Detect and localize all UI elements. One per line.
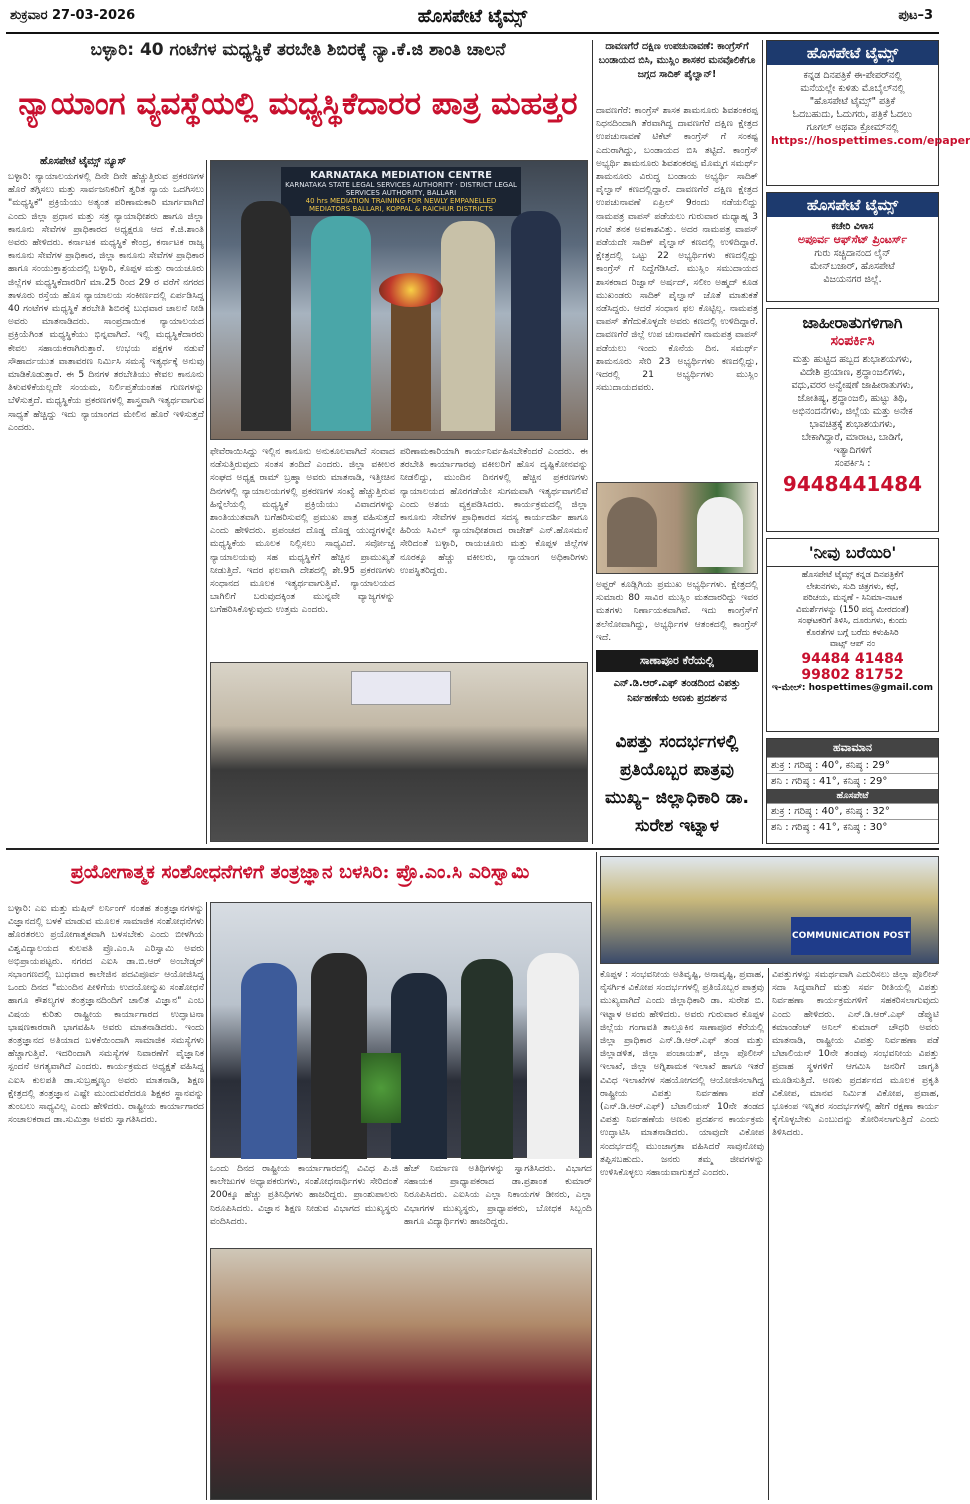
ad-write-line: ಲೇಖನಗಳು, ಸುದಿ ಚಿತ್ರಗಳು, ಕಥೆ, <box>806 581 899 592</box>
ad-write-to-us <box>766 538 939 732</box>
story3-col2: ವಿಪತ್ತುಗಳನ್ನು ಸಮರ್ಥವಾಗಿ ಎದುರಿಸಲು ಜಿಲ್ಲಾ ಪೊಲೀಸ್ ಸದಾ ಸಿದ್ಧವಾಗಿದೆ ಮತ್ತು ಸರ್ವ ರೀತಿಯಲ್ಲಿ ವಿಪತ್ತು ನಿರ್ವಹಣಾ ಕಾರ್ಯಕ್ರಮಗಳಿಗೆ ಸಹಕರಿಸಲಾಗುವುದು ಎಂದು ಹೇಳಿದರು. ಎನ್.ಡಿ.ಆರ್.ಎಫ್ ಡೆಪ್ಯುಟಿ ಕಮಾಂಡೆಂಟ್ ಅನಿಲ್ ಕುಮಾರ್ ಚೌಧರಿ ಅವರು ಮಾತನಾಡಿ, ರಾಷ್ಟ್ರೀಯ ವಿಪತ್ತು ನಿರ್ವಹಣಾ ಪಡೆ ಬೆಟಾಲಿಯನ್ 10ನೇ ತಂಡವು ಸಂಭವನೀಯ ವಿಪತ್ತು ಪ್ರವಾಹ ಸ್ಥಳಗಳಿಗೆ ಆಗಮಿಸಿ ಜನರಿಗೆ ಜಾಗೃತಿ ಮೂಡಿಸುತ್ತಿದೆ. ಅಣಕು ಪ್ರದರ್ಶನದ ಮೂಲಕ ಪ್ರಕೃತಿ ವಿಕೋಪ, ಮಾನವ ನಿರ್ಮಿತ ವಿಕೋಪ, ಪ್ರವಾಹ, ಭೂಕಂಪ ಇನ್ನಿತರ ಸಂದರ್ಭಗಳಲ್ಲಿ ಹೇಗೆ ರಕ್ಷಣಾ ಕಾರ್ಯ ಕೈಗೊಳ್ಳಬೇಕು ಎಂಬುದನ್ನು ತೋರಿಸಲಾಗುತ್ತಿದೆ ಎಂದು ತಿಳಿಸಿದರು. <box>772 969 939 1139</box>
candidate-portrait <box>607 497 657 567</box>
story3-kicker: ಸಾಣಾಪೂರ ಕೆರೆಯಲ್ಲಿ <box>596 650 758 672</box>
section-divider <box>6 848 939 850</box>
person-silhouette <box>311 216 371 431</box>
story2-body: ದಾವಣಗೆರೆ: ಕಾಂಗ್ರೆಸ್ ಶಾಸಕ ಶಾಮನೂರು ಶಿವಶಂಕರಪ್ಪ ನಿಧನದಿಂದಾಗಿ ತೆರವಾಗಿದ್ದ ದಾವಣಗೆರೆ ದಕ್ಷಿಣ ಕ್ಷೇತ್ರದ ಉಪಚುನಾವಣೆ ಟಿಕೆಟ್ ಕಾಂಗ್ರೆಸ್ ಗೆ ಸಂಕಷ್ಟ ಎದುರಾಗಿದ್ದು, ಬಂಡಾಯದ ಬಿಸಿ ತಟ್ಟಿದೆ. ಕಾಂಗ್ರೆಸ್ ಅಭ್ಯರ್ಥಿ ಶಾಮನೂರು ಶಿವಶಂಕರಪ್ಪ ಮೊಮ್ಮಗ ಸಮರ್ಥ್ ಶಾಮನೂರು ವಿರುದ್ಧ ಬಂಡಾಯ ಅಭ್ಯರ್ಥಿ ಸಾದಿಕ್ ಪೈಲ್ವಾನ್ ಕಣದಲ್ಲಿದ್ದಾರೆ. ದಾವಣಗೆರೆ ದಕ್ಷಿಣ ಕ್ಷೇತ್ರದ ಉಪಚುನಾವಣೆ ಏಪ್ರಿಲ್ 9ರಂದು ನಡೆಯಲಿದ್ದು ನಾಮಪತ್ರ ವಾಪಸ್ ಪಡೆಯಲು ಗುರುವಾರ ಮಧ್ಯಾಹ್ನ 3 ಗಂಟೆ ತನಕ ಅವಕಾಶವಿತ್ತು. ಅದರ ನಾಮಪತ್ರ ವಾಪಸ್ ಪಡೆಯದೇ ಸಾದಿಕ್ ಪೈಲ್ವಾನ್ ಕಣದಲ್ಲಿ ಉಳಿದಿದ್ದಾರೆ. ಕ್ಷೇತ್ರದಲ್ಲಿ ಒಟ್ಟು 22 ಅಭ್ಯರ್ಥಿಗಳು ಕಣದಲ್ಲಿದ್ದು ಕಾಂಗ್ರೆಸ್ ಗೆ ನಿದ್ದೆಗೆಡಿಸಿದೆ. ಮುಸ್ಲಿಂ ಸಮುದಾಯದ ಶಾಸಕರಾದ ರಿಜ್ವಾನ್ ಅರ್ಷದ್, ಸಲೀಂ ಅಹ್ಮದ್ ಕೂಡ ಮುಖಂಡರು ಸಾದಿಕ್ ಪೈಲ್ವಾನ್ ಜೊತೆ ಮಾತುಕತೆ ನಡೆಸಿದ್ದರು. ಆದರೆ ಸಂಧಾನ ಫಲ ಕೊಟ್ಟಿಲ್ಲ. ನಾಮಪತ್ರ ವಾಪಸ್ ತೆಗೆದುಕೊಳ್ಳದೇ ಅವರು ಕಣದಲ್ಲಿ ಉಳಿದಿದ್ದಾರೆ. ದಾವಣಗೆರೆ ಜಿಲ್ಲೆ ಉಪ ಚುನಾವಣೆಗೆ ನಾಮಪತ್ರ ವಾಪಸ್ ಪಡೆಯಲು ಇಂದು ಕೊನೆಯ ದಿನ. ಸಮರ್ಥ್ ಶಾಮನೂರು ಸೇರಿ 23 ಅಭ್ಯರ್ಥಿಗಳು ಕಣದಲ್ಲಿದ್ದು, ಇದರಲ್ಲಿ 21 ಅಭ್ಯರ್ಥಿಗಳು ಮುಸ್ಲಿಂ ಸಮುದಾಯದವರು. <box>596 105 758 394</box>
ad-office-press: ಅಪೂರ್ವ ಆಫ್‌ಸೆಟ್ ಪ್ರಿಂಟರ್ಸ್ <box>797 233 908 246</box>
column-rule <box>206 160 207 844</box>
ad-write-email-label: ಇ-ಮೇಲ್: <box>772 682 806 693</box>
weather-city: ಹೊಸಪೇಟೆ <box>767 789 938 803</box>
flower-garland <box>379 273 443 307</box>
story3-col1: ಕೊಪ್ಪಳ : ಸಂಭವನೀಯ ಅತಿವೃಷ್ಟಿ, ಅನಾವೃಷ್ಟಿ, ಪ್ರವಾಹ, ನೈಸರ್ಗಿಕ ವಿಕೋಪ ಸಂದರ್ಭಗಳಲ್ಲಿ ಪ್ರತಿಯೊಬ್ಬರ ಪಾತ್ರವು ಮುಖ್ಯವಾಗಿದೆ ಎಂದು ಜಿಲ್ಲಾಧಿಕಾರಿ ಡಾ. ಸುರೇಶ ಬಿ. ಇಟ್ನಾಳ ಅವರು ಹೇಳಿದರು. ಅವರು ಗುರುವಾರ ಕೊಪ್ಪಳ ಜಿಲ್ಲೆಯ ಗಂಗಾವತಿ ತಾಲ್ಲೂಕಿನ ಸಾಣಾಪೂರ ಕೆರೆಯಲ್ಲಿ ಜಿಲ್ಲಾ ಪ್ರಾಧಿಕಾರ ಎನ್.ಡಿ.ಆರ್.ಎಫ್ ತಂಡ ಮತ್ತು ಜಿಲ್ಲಾಡಳಿತ, ಜಿಲ್ಲಾ ಪಂಚಾಯತ್, ಜಿಲ್ಲಾ ಪೊಲೀಸ್ ಇಲಾಖೆ, ಜಿಲ್ಲಾ ಅಗ್ನಿಶಾಮಕ ಇಲಾಖೆ ಹಾಗೂ ಇತರೆ ವಿವಿಧ ಇಲಾಖೆಗಳ ಸಹಯೋಗದಲ್ಲಿ ಆಯೋಜಿಸಲಾಗಿದ್ದ ರಾಷ್ಟ್ರೀಯ ವಿಪತ್ತು ನಿರ್ವಹಣಾ ಪಡೆ (ಎನ್.ಡಿ.ಆರ್.ಎಫ್) ಬೆಟಾಲಿಯನ್ 10ನೇ ತಂಡದ ವಿಪತ್ತು ನಿರ್ವಹಣೆಯ ಅಣಕು ಪ್ರದರ್ಶನ ಕಾರ್ಯಕ್ರಮ ಉದ್ಘಾಟಿಸಿ ಮಾತನಾಡಿದರು. ಯಾವುದೇ ವಿಕೋಪ ಸಂದರ್ಭದಲ್ಲಿ ಮುಂಜಾಗ್ರತಾ ವಹಿಸಿದರೆ ಸಾವುನೋವು ತಪ್ಪಿಸಬಹುದು. ಜನರು ತಮ್ಮ ಜೀವಗಳನ್ನು ಉಳಿಸಿಕೊಳ್ಳಲು ಸಹಾಯವಾಗುತ್ತದೆ ಎಂದರು. <box>600 969 764 1179</box>
story2-kicker: ದಾವಣಗೆರೆ ದಕ್ಷಿಣ ಉಪಚುನಾವಣೆ: ಕಾಂಗ್ರೆಸ್‌ಗೆ ಬಂಡಾಯದ ಬಿಸಿ, ಮುಸ್ಲಿಂ ಶಾಸಕರ ಮನವೊಲಿಕೆಗೂ ಜಗ್ಗದ ಸಾದಿಕ್ ಪೈಲ್ವಾನ್! <box>598 41 756 80</box>
story4-headline: ಪ್ರಯೋಗಾತ್ಮಕ ಸಂಶೋಧನೆಗಳಿಗೆ ತಂತ್ರಜ್ಞಾನ ಬಳಸಿರಿ: ಪ್ರೊ.ಎಂ.ಸಿ ಎರಿಸ್ವಾಮಿ <box>70 861 530 883</box>
ad-epaper-line: ಓದಬಹುದು, ಓದುಗರು, ಪತ್ರಿಕೆ ಓದಲು <box>792 109 913 120</box>
story1-col3: ಪರಿಣಾಮಕಾರಿಯಾಗಿ ಕಾರ್ಯನಿರ್ವಹಿಸಬೇಕೆಂದರೆ ಎಂದರು. ಈ ತರಬೇತಿ ಕಾರ್ಯಾಗಾರವು ವಕೀಲರಿಗೆ ಹೊಸ ದೃಷ್ಟಿಕೋನವನ್ನು ನೀಡಲಿದ್ದು, ಮುಂದಿನ ದಿನಗಳಲ್ಲಿ ಹೆಚ್ಚಿನ ಪ್ರಕರಣಗಳು ನ್ಯಾಯಾಲಯದ ಹೊರಗಡೆಯೇ ಸುಗಮವಾಗಿ ಇತ್ಯರ್ಥವಾಗಲಿವೆ ಎಂದು ಅಶಯ ವ್ಯಕ್ತಪಡಿಸಿದರು. ಕಾರ್ಯಕ್ರಮದಲ್ಲಿ ಜಿಲ್ಲಾ ಕಾನೂನು ಸೇವೆಗಳ ಪ್ರಾಧಿಕಾರದ ಸದಸ್ಯ ಕಾರ್ಯದರ್ಶಿ ಹಾಗೂ ಹಿರಿಯ ಸಿವಿಲ್ ನ್ಯಾಯಾಧೀಶರಾದ ರಾಜೇಶ್ ಎನ್.ಹೊಸಮನೆ ಸೇರಿದಂತೆ ಬಳ್ಳಾರಿ, ರಾಯಚೂರು ಮತ್ತು ಕೊಪ್ಪಳ ಜಿಲ್ಲೆಗಳ ನೂರಕ್ಕೂ ಹೆಚ್ಚು ವಕೀಲರು, ನ್ಯಾಯಾಂಗ ಅಧಿಕಾರಿಗಳು ಉಪಸ್ಥಿತರಿದ್ದರು. <box>400 446 588 576</box>
photo-banner-sub: KARNATAKA STATE LEGAL SERVICES AUTHORITY · DISTRICT LEGAL SERVICES AUTHORITY, BALLARI <box>285 181 517 197</box>
ad-office-title: ಹೊಸಪೇಟೆ ಟೈಮ್ಸ್ <box>767 193 938 217</box>
column-rule <box>206 902 207 1500</box>
ad-office-addr: ಮೇನ್‌ಬಜಾರ್, ಹೊಸಪೇಟೆ <box>810 261 895 272</box>
story3-photo <box>600 856 939 964</box>
ad-write-line: ಕೊರತೆಗಳ ಬಗ್ಗೆ ಬರೆದು ಕಳುಹಿಸಿರಿ <box>806 627 899 638</box>
story4-photo-audience <box>210 1248 592 1500</box>
photo-banner-title: KARNATAKA MEDIATION CENTRE <box>310 170 492 181</box>
story2-photo <box>596 482 758 574</box>
ad-epaper-line: ಗೂಗಲ್ ಅಥವಾ ಕ್ರೋಮ್‌ನಲ್ಲಿ <box>806 122 899 133</box>
ad-office-line: ಕಚೇರಿ ವಿಳಾಸ <box>831 221 874 232</box>
person-silhouette <box>311 953 367 1159</box>
story1-col1: ಬಳ್ಳಾರಿ: ನ್ಯಾಯಾಲಯಗಳಲ್ಲಿ ದಿನೇ ದಿನೇ ಹೆಚ್ಚುತ್ತಿರುವ ಪ್ರಕರಣಗಳ ಹೊರೆ ತಗ್ಗಿಸಲು ಮತ್ತು ಸಾರ್ವಜನಿಕರಿಗೆ ತ್ವರಿತ ನ್ಯಾಯ ಒದಗಿಸಲು "ಮಧ್ಯಸ್ಥಿಕೆ" ಪ್ರಕ್ರಿಯೆಯು ಅತ್ಯಂತ ಪರಿಣಾಮಕಾರಿ ಮಾರ್ಗವಾಗಿದೆ ಎಂದು ಜಿಲ್ಲಾ ಪ್ರಧಾನ ಮತ್ತು ಸತ್ರ ನ್ಯಾಯಾಧೀಶರು ಹಾಗೂ ಜಿಲ್ಲಾ ಕಾನೂನು ಸೇವೆಗಳ ಪ್ರಾಧಿಕಾರದ ಅಧ್ಯಕ್ಷರೂ ಆದ ಕೆ.ಜಿ.ಶಾಂತಿ ಅವರು ಹೇಳಿದರು. ಕರ್ನಾಟಕ ಮಧ್ಯಸ್ಥಿಕೆ ಕೇಂದ್ರ, ಕರ್ನಾಟಕ ರಾಜ್ಯ ಕಾನೂನು ಸೇವೆಗಳ ಪ್ರಾಧಿಕಾರ, ಜಿಲ್ಲಾ ಕಾನೂನು ಸೇವೆಗಳ ಪ್ರಾಧಿಕಾರ ಹಾಗೂ ಸಂಯುಕ್ತಾಶ್ರಯದಲ್ಲಿ ಬಳ್ಳಾರಿ, ಕೊಪ್ಪಳ ಮತ್ತು ರಾಯಚೂರು ಜಿಲ್ಲೆಗಳ ಮಧ್ಯಸ್ಥಿಕೆದಾರರಿಗೆ ಮಾ.25 ರಿಂದ 29 ರ ವರೆಗೆ ನಗರದ ತಾಳೂರು ರಸ್ತೆಯ ಹೊಸ ನ್ಯಾಯಾಲಯ ಸಂಕೀರ್ಣದಲ್ಲಿ ಏರ್ಪಡಿಸಿದ್ದ 40 ಗಂಟೆಗಳ ಮಧ್ಯಸ್ಥಿಕೆ ತರಬೇತಿ ಶಿಬಿರಕ್ಕೆ ಬುಧವಾರ ಚಾಲನೆ ನೀಡಿ ಅವರು ಮಾತನಾಡಿದರು. ಸಾಂಪ್ರದಾಯಿಕ ನ್ಯಾಯಾಲಯದ ಪ್ರಕ್ರಿಯೆಗಿಂತ ಮಧ್ಯಸ್ಥಿಕೆಯು ಭಿನ್ನವಾಗಿದೆ. ಇಲ್ಲಿ ಮಧ್ಯಸ್ಥಿಕೆದಾರರು ಕೇವಲ ಸಹಾಯಕರಾಗಿರುತ್ತಾರೆ. ಉಭಯ ಪಕ್ಷಗಳ ನಡುವೆ ಸೌಹಾರ್ದಯುತ ವಾತಾವರಣ ನಿರ್ಮಿಸಿ ಸಮಸ್ಯೆ ಇತ್ಯರ್ಥಕ್ಕೆ ಅನುವು ಮಾಡಿಕೊಡುತ್ತಾರೆ. ಈ 5 ದಿನಗಳ ತರಬೇತಿಯು ಕೇವಲ ಕಾನೂನು ತಿಳುವಳಿಕೆಯಲ್ಲದೇ ಸಂಯಮ, ನಿರ್ಲಿಪ್ತತೆಯಂತಹ ಗುಣಗಳನ್ನು ಬೆಳೆಸುತ್ತದೆ. ಮಧ್ಯಸ್ಥಿಕೆಯ ಪ್ರಕರಣಗಳಲ್ಲಿ ಶಾಸ್ತ್ರವಾಗಿ ಇತ್ಯರ್ಥವಾಗುವ ಸಾಧ್ಯತೆ ಹೆಚ್ಚಿದ್ದು ಇದು ನ್ಯಾಯಾಂಗದ ಮೇಲಿನ ಹೊರೆ ಇಳಿಸುತ್ತದೆ ಎಂದರು. <box>8 171 204 433</box>
ad-advertising-title: ಜಾಹೀರಾತುಗಳಿಗಾಗಿ <box>802 313 903 332</box>
ad-write-line: ಸಂಘಟಕರಿಗೆ ತಿಳಿಸಿ, ದೂರುಗಳು, ಕುಂದು <box>797 616 908 626</box>
story1-kicker: ಬಳ್ಳಾರಿ: 40 ಗಂಟೆಗಳ ಮಧ್ಯಸ್ಥಿಕೆ ತರಬೇತಿ ಶಿಬಿರಕ್ಕೆ ನ್ಯಾ.ಕೆ.ಜಿ ಶಾಂತಿ ಚಾಲನೆ <box>90 40 506 60</box>
story3-subkicker: ಎನ್.ಡಿ.ಆರ್.ಎಫ್ ತಂಡದಿಂದ ವಿಪತ್ತು ನಿರ್ವಹಣೆಯ ಅಣಕು ಪ್ರದರ್ಶನ <box>613 678 741 704</box>
ad-office-addr: ವಿಜಯನಗರ ಜಿಲ್ಲೆ. <box>823 274 882 285</box>
column-rule <box>592 40 593 844</box>
person-silhouette <box>441 221 495 431</box>
story3-headline: ವಿಪತ್ತು ಸಂದರ್ಭಗಳಲ್ಲಿ ಪ್ರತಿಯೊಬ್ಬರ ಪಾತ್ರವು ಮುಖ್ಯ– ಜಿಲ್ಲಾಧಿಕಾರಿ ಡಾ. ಸುರೇಶ ಇಟ್ನಾಳ <box>605 732 749 836</box>
ad-office-addr: ಗುರು ಸಚ್ಚಿದಾನಂದ ಲೈನ್ <box>814 248 891 259</box>
weather-box <box>766 738 939 844</box>
person-silhouette <box>241 201 291 431</box>
ad-epaper-line: ಮನೆಯಲ್ಲೇ ಕುಳಿತು ಮೊಬೈಲ್‌ನಲ್ಲಿ <box>800 83 905 94</box>
ad-write-phone2[interactable]: 99802 81752 <box>801 666 904 683</box>
person-silhouette <box>461 959 513 1159</box>
story1-photo-hall <box>210 662 588 842</box>
ad-epaper <box>766 40 970 186</box>
ad-advertising <box>766 308 939 532</box>
photo-banner-training: 40 hrs MEDIATION TRAINING FOR NEWLY EMPANELLED MEDIATORS BALLARI, KOPPAL & RAICHUR DISTRICTS <box>305 197 497 213</box>
ad-write-line: ಹೊಸಪೇಟೆ ಟೈಮ್ಸ್ ಕನ್ನಡ ದಿನಪತ್ರಿಕೆಗೆ <box>801 570 904 580</box>
ad-write-title: 'ನೀವು ಬರೆಯಿರಿ' <box>767 539 938 567</box>
masthead <box>6 4 939 34</box>
story4-photo <box>210 902 592 1158</box>
weather-row: ಶನಿ : ಗರಿಷ್ಠ : 41°, ಕನಿಷ್ಠ : 30° <box>767 819 938 835</box>
column-rule <box>768 968 769 1500</box>
ad-epaper-line: ಕನ್ನಡ ದಿನಪತ್ರಿಕೆ ಈ-ಪೇಪರ್‌ನಲ್ಲಿ <box>803 70 902 81</box>
ad-write-line: ವಾಟ್ಸ್ ಆಪ್ ನಂ <box>829 639 876 649</box>
communication-post-sign: COMMUNICATION POST <box>791 917 911 955</box>
story1-col2: ಫೇವೆರಾಯಿಸಿದ್ದು ಇಲ್ಲಿನ ಕಾನೂನು ಅನುಕೂಲವಾಗಿದೆ ಸಂವಾದ ನಡೆಸುತ್ತಿರುವುದು ಸಂತಸ ತಂದಿದೆ ಎಂದರು. ಜಿಲ್ಲಾ ವಕೀಲರ ಸಂಘದ ಅಧ್ಯಕ್ಷ ರಾಮ್ ಬ್ರಹ್ಮಾ ಅವರು ಮಾತನಾಡಿ, ಇತ್ತೀಚಿನ ದಿನಗಳಲ್ಲಿ ನ್ಯಾಯಾಲಯಗಳಲ್ಲಿ ಪ್ರಕರಣಗಳ ಸಂಖ್ಯೆ ಹೆಚ್ಚುತ್ತಿರುವ ಹಿನ್ನೆಲೆಯಲ್ಲಿ ಮಧ್ಯಸ್ಥಿಕೆ ಪ್ರಕ್ರಿಯೆಯು ವಿವಾದಗಳನ್ನು ಶಾಂತಿಯುತವಾಗಿ ಬಗೆಹರಿಸುವಲ್ಲಿ ಪ್ರಮುಖ ಪಾತ್ರ ವಹಿಸುತ್ತದೆ ಎಂದು ಹೇಳಿದರು. ಪ್ರಪಂಚದ ದೊಡ್ಡ ದೊಡ್ಡ ಯುದ್ಧಗಳನ್ನೇ ಮಧ್ಯಸ್ಥಿಕೆಯ ಮೂಲಕ ನಿಲ್ಲಿಸಲು ಸಾಧ್ಯವಿದೆ. ಸರ್ವೋಚ್ಚ ನ್ಯಾಯಾಲಯವು ಸಹ ಮಧ್ಯಸ್ಥಿಕೆಗೆ ಹೆಚ್ಚಿನ ಪ್ರಾಮುಖ್ಯತೆ ನೀಡುತ್ತಿದೆ. ಇದರ ಫಲವಾಗಿ ದೇಶದಲ್ಲಿ ಶೇ.95 ಪ್ರಕರಣಗಳು ಸಂಧಾನದ ಮೂಲಕ ಇತ್ಯರ್ಥವಾಗುತ್ತಿವೆ. ನ್ಯಾಯಾಲಯದ ಬಾಗಿಲಿಗೆ ಬರುವುದಕ್ಕಿಂತ ಮುನ್ನವೇ ವ್ಯಾಜ್ಯಗಳನ್ನು ಬಗೆಹರಿಸಿಕೊಳ್ಳುವುದು ಉತ್ತಮ ಎಂದರು. <box>210 446 395 616</box>
person-silhouette <box>241 963 297 1159</box>
ad-advertising-line: ಜೋತಿಷ್ಯ, ಶ್ರದ್ಧಾಂಜಲಿ, ಹುಟ್ಟು ತಿಥಿ, <box>797 393 908 404</box>
story4-col3: ಹೆಚ್ ನಿರ್ಮಾಣ ಅತಿಥಿಗಳನ್ನು ಸ್ವಾಗತಿಸಿದರು. ವಿಭಾಗದ ಸಹಾಯಕ ಪ್ರಾಧ್ಯಾಪಕರಾದ ಡಾ.ಪ್ರಶಾಂತ ಕುಮಾರ್ ನಿರೂಪಿಸಿದರು. ಎಐಸಿಯ ಎಲ್ಲಾ ನಿಕಾಯಗಳ ಡೀನರು, ಎಲ್ಲಾ ವಿಭಾಗಗಳ ಮುಖ್ಯಸ್ಥರು, ಪ್ರಾಧ್ಯಾಪಕರು, ಬೋಧಕ ಸಿಬ್ಬಂದಿ ಹಾಗೂ ವಿದ್ಯಾರ್ಥಿಗಳು ಹಾಜರಿದ್ದರು. <box>404 1163 592 1227</box>
column-rule <box>596 852 597 1500</box>
plant <box>361 1053 401 1123</box>
ad-advertising-line: ಇತ್ಯಾದಿಗಳಿಗೆ <box>833 445 872 456</box>
ad-office <box>766 192 939 302</box>
issue-date: ಶುಕ್ರವಾರ 27-03-2026 <box>10 8 136 23</box>
candidate-portrait <box>697 497 743 567</box>
lamp-stand <box>391 291 431 431</box>
ad-write-email[interactable]: hospettimes@gmail.com <box>808 682 933 693</box>
ad-advertising-line: ವಿದೇಶಿ ಪ್ರಯಾಣ, ಶ್ರದ್ಧಾಂಜಲಿಗಳು, <box>799 367 906 378</box>
page-number: ಪುಟ–3 <box>898 8 933 23</box>
ad-advertising-line: ಭಾವಚಿತ್ರಕ್ಕೆ ಶುಭಾಶಯಗಳು, <box>809 419 896 430</box>
person-silhouette <box>511 211 561 431</box>
weather-row: ಶುಕ್ರ : ಗರಿಷ್ಠ : 40°, ಕನಿಷ್ಠ : 32° <box>767 803 938 819</box>
person-silhouette <box>527 953 579 1159</box>
ad-epaper-line: "ಹೊಸಪೇಟೆ ಟೈಮ್ಸ್" ಪತ್ರಿಕೆ <box>809 96 896 107</box>
epaper-link[interactable]: https://hospettimes.com/epaper <box>771 134 970 147</box>
projection-screen <box>351 671 451 705</box>
story2-body2: ಅಫ್ಜರ್ ಕೂಡ್ಲಿಗಿಯ ಪ್ರಮುಖ ಅಭ್ಯರ್ಥಿಗಳು. ಕ್ಷೇತ್ರದಲ್ಲಿ ಸುಮಾರು 80 ಸಾವಿರ ಮುಸ್ಲಿಂ ಮತದಾರರಿದ್ದು ಇವರ ಮತಗಳು ನಿರ್ಣಾಯಕವಾಗಿವೆ. ಇದು ಕಾಂಗ್ರೆಸ್‌ಗೆ ತಲೆನೋವಾಗಿದ್ದು, ಅಭ್ಯರ್ಥಿಗಳ ಆತಂಕದಲ್ಲಿ ಕಾಂಗ್ರೆಸ್ ಇದೆ. <box>596 579 758 643</box>
column-rule <box>762 40 763 844</box>
paper-name: ಹೊಸಪೇಟೆ ಟೈಮ್ಸ್ <box>417 6 528 27</box>
story4-col2: ಒಂದು ದಿನದ ರಾಷ್ಟ್ರೀಯ ಕಾರ್ಯಾಗಾರದಲ್ಲಿ ವಿವಿಧ ಪಿ.ಜಿ ಕಾಲೇಜುಗಳ ಅಧ್ಯಾಪಕರುಗಳು, ಸಂಶೋಧನಾರ್ಥಿಗಳು ಸೇರಿದಂತೆ 200ಕ್ಕೂ ಹೆಚ್ಚು ಪ್ರತಿನಿಧಿಗಳು ಹಾಜರಿದ್ದರು. ಪ್ರಾಂಶುಪಾಲರು ನಿರೂಪಿಸಿದರು. ವಿಜ್ಞಾನ ಶಿಕ್ಷಣ ನೀಡುವ ವಿಭಾಗದ ಮುಖ್ಯಸ್ಥರು ವಂದಿಸಿದರು. <box>210 1163 398 1227</box>
ad-advertising-line: ಮತ್ತು ಹುಟ್ಟಿದ ಹಬ್ಬದ ಶುಭಾಶಯಗಳು, <box>792 354 913 365</box>
ad-write-line: ಪರಿಚಯ, ಮನ್ನಣೆ - ಸಿನಿಮಾ-ನಾಟಕ <box>802 593 903 603</box>
story1-byline: ಹೊಸಪೇಟೆ ಟೈಮ್ಸ್ ನ್ಯೂಸ್ <box>40 156 127 167</box>
ad-advertising-phone[interactable]: 9448441484 <box>782 472 923 496</box>
ad-write-phone1[interactable]: 94484 41484 <box>801 650 904 667</box>
weather-row: ಶುಕ್ರ : ಗರಿಷ್ಠ : 40°, ಕನಿಷ್ಠ : 29° <box>767 757 938 773</box>
ad-advertising-line: ವಧು,ವರರ ಅನ್ವೇಷಣೆ ಜಾಹೀರಾತುಗಳು, <box>791 380 914 391</box>
ad-epaper-title: ಹೊಸಪೇಟೆ ಟೈಮ್ಸ್ <box>767 41 938 65</box>
ad-write-line: ವಿಮರ್ಶೆಗಳನ್ನು (150 ಪದ್ಯ ಮೀರದಂತೆ) <box>795 604 909 615</box>
weather-row: ಶನಿ : ಗರಿಷ್ಠ : 41°, ಕನಿಷ್ಠ : 29° <box>767 773 938 789</box>
story4-col1: ಬಳ್ಳಾರಿ: ಎಐ ಮತ್ತು ಮಷಿನ್ ಲರ್ನಿಂಗ್ ನಂತಹ ತಂತ್ರಜ್ಞಾನಗಳನ್ನು ವಿಜ್ಞಾನದಲ್ಲಿ ಬಳಕೆ ಮಾಡುವ ಮೂಲಕ ಸಾಮಾಜಿಕ ಸಂಶೋಧನೆಗಳು ಹೊರತರಲು ಪ್ರಯೋಗಾತ್ಮಕವಾಗಿ ಬಳಸಬೇಕು ಎಂದು ಬೀಳಗಿಯ ವಿಶ್ವವಿದ್ಯಾಲಯದ ಕುಲಪತಿ ಪ್ರೊ.ಎಂ.ಸಿ ಎರಿಸ್ವಾಮಿ ಅವರು ಅಭಿಪ್ರಾಯಪಟ್ಟರು. ನಗರದ ಎಐಸಿ ಡಾ.ಬಿ.ಆರ್ ಅಂಬೇಡ್ಕರ್ ಸಭಾಂಗಣದಲ್ಲಿ ಬುಧವಾರ ಕಾಲೇಜಿನ ಪದವಿಪೂರ್ವ ಆಯೋಜಿಸಿದ್ದ ಒಂದು ದಿನದ "ಮುಂದಿನ ಪೀಳಿಗೆಯ ಉದಯೋನ್ಮುಖ ಸಂಶೋಧನೆ ಹಾಗೂ ಕೌಶಲ್ಯಗಳ ತಂತ್ರಜ್ಞಾನದಿಂದಿಗೆ ಚಾಲಿತ ವಿಜ್ಞಾನ" ಎಂಬ ವಿಷಯ ಕುರಿತು ರಾಷ್ಟ್ರೀಯ ಕಾರ್ಯಾಗಾರದ ಉದ್ಘಾಟನಾ ಭಾಷಣಕಾರರಾಗಿ ಭಾಗವಹಿಸಿ ಅವರು ಮಾತನಾಡಿದರು. ಇಂದು ತಂತ್ರಜ್ಞಾನದ ಅತಿಯಾದ ಬಳಕೆಯಿಂದಾಗಿ ಸಾಮಾಜಿಕ ಸಮಸ್ಯೆಗಳು ಹೆಚ್ಚಾಗುತ್ತಿವೆ. ಇದರಿಂದಾಗಿ ಸಮಸ್ಯೆಗಳ ನಿವಾರಣೆಗೆ ವೈಜ್ಞಾನಿಕ ಸ್ಪಂದನೆ ಅಗತ್ಯವಾಗಿದೆ ಎಂದರು. ಕಾರ್ಯಕ್ರಮದ ಅಧ್ಯಕ್ಷತೆ ವಹಿಸಿದ್ದ ಎಐಸಿ ಕುಲಪತಿ ಡಾ.ಸುಬ್ರಹ್ಮಣ್ಯಂ ಅವರು ಮಾತನಾಡಿ, ಶಿಕ್ಷಣ ಕ್ಷೇತ್ರದಲ್ಲಿ ತಂತ್ರಜ್ಞಾನ ಎಷ್ಟೇ ಮುಂದುವರೆದರೂ ಶಿಕ್ಷಕರ ಸ್ಥಾನವನ್ನು ತುಂಬಲು ಸಾಧ್ಯವಿಲ್ಲ ಎಂದು ಹೇಳಿದರು. ರಾಷ್ಟ್ರೀಯ ಕಾರ್ಯಾಗಾರದ ಸಂಚಾಲಕರಾದ ಡಾ.ಸುಮಿತ್ರಾ ಅವರು ಸ್ವಾಗತಿಸಿದರು. <box>8 903 204 1126</box>
ad-advertising-line: ಅಭಿನಂದನೆಗಳು, ಜಿಲ್ಲೆಯ ಮತ್ತು ಅನೇಕ <box>792 406 913 417</box>
ad-advertising-line: ಸಂಪರ್ಕಿಸಿ : <box>834 458 871 469</box>
story1-photo <box>210 160 588 440</box>
weather-title: ಹವಾಮಾನ <box>767 739 938 757</box>
ad-advertising-line: ಬೇಕಾಗಿದ್ದಾರೆ, ಮಾರಾಟ, ಬಾಡಿಗೆ, <box>801 432 904 443</box>
ad-advertising-sub: ಸಂಪರ್ಕಿಸಿ <box>830 333 875 349</box>
story1-headline: ನ್ಯಾಯಾಂಗ ವ್ಯವಸ್ಥೆಯಲ್ಲಿ ಮಧ್ಯಸ್ಥಿಕೆದಾರರ ಪಾತ್ರ ಮಹತ್ತರ <box>18 86 578 122</box>
